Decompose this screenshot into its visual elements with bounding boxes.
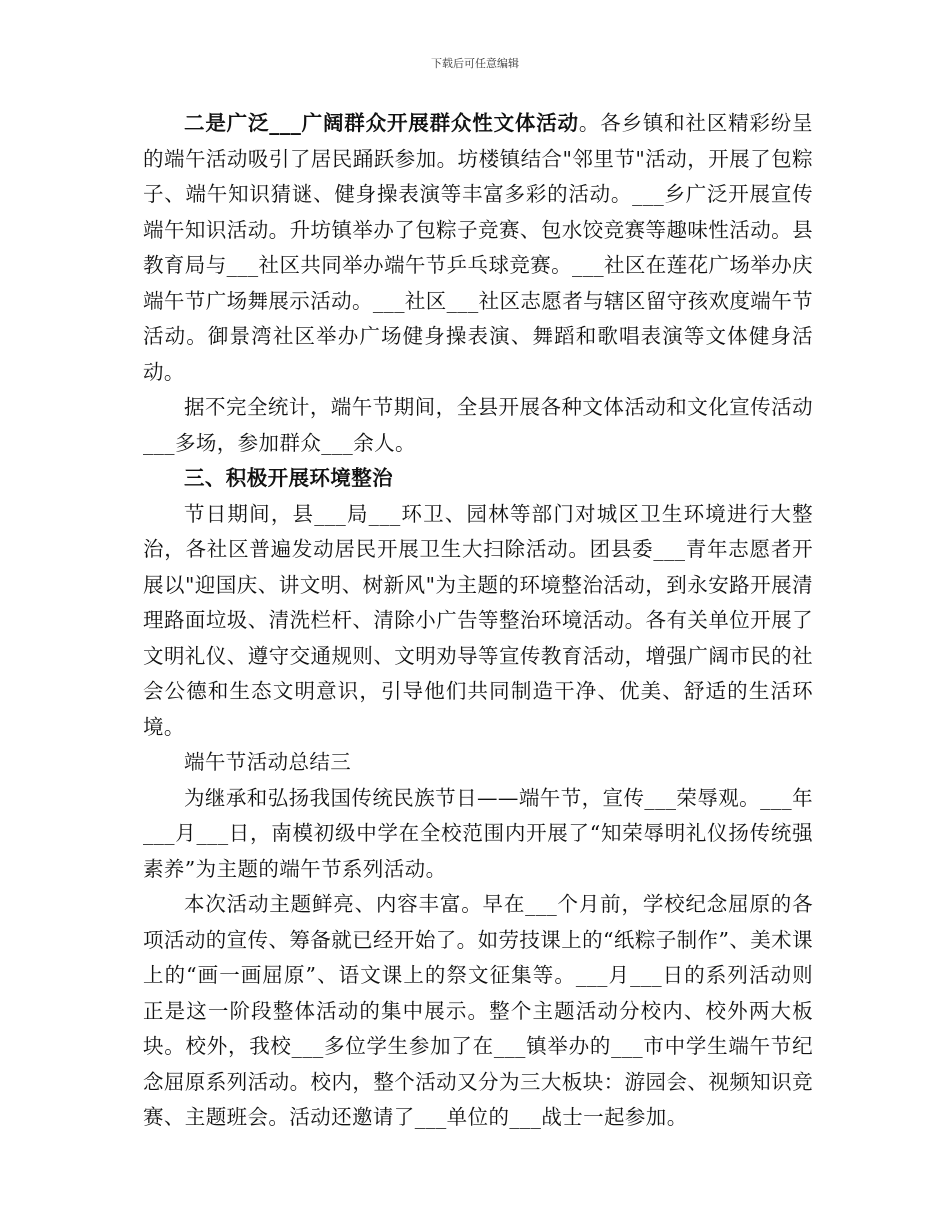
paragraph-cultural-activities	[143, 106, 813, 390]
paragraph-environment: 节日期间，县___局___环卫、园林等部门对城区卫生环境进行大整治，各社区普遍发动居民开展卫生大扫除活动。团县委___青年志愿者开展以"迎国庆、讲文明、树新风"为主题的环境整治活动，到永安路开展清理路面垃圾、清洗栏杆、清除小广告等整治环境活动。各有关单位开展了文明礼仪、遵守交通规则、文明劝导等宣传教育活动，增强广阔市民的社会公德和生态文明意识，引导他们共同制造干净、优美、舒适的生活环境。	[143, 501, 813, 739]
paragraph-statistics: 据不完全统计，端午节期间，全县开展各种文体活动和文化宣传活动___多场，参加群众___余人。	[143, 395, 813, 455]
summary-title-three: 端午节活动总结三	[184, 750, 352, 774]
paragraph-activity-details: 本次活动主题鲜亮、内容丰富。早在___个月前，学校纪念屈原的各项活动的宣传、筹备就已经开始了。如劳技课上的“纸粽子制作”、美术课上的“画一画屈原”、语文课上的祭文征集等。___月___日的系列活动则正是这一阶段整体活动的集中展示。整个主题活动分校内、校外两大板块。校外，我校___多位学生参加了在___镇举办的___市中学生端午节纪念屈原系列活动。校内，整个活动又分为三大板块：游园会、视频知识竞赛、主题班会。活动还邀请了___单位的___战士一起参加。	[143, 892, 813, 1129]
section-heading-environment: 三、积极开展环境整治	[184, 466, 393, 490]
paragraph-lead-bold: 二是广泛___广阔群众开展群众性文体活动	[184, 111, 579, 135]
document-body	[143, 106, 813, 1136]
paragraph-text: 。各乡镇和社区精彩纷呈的端午活动吸引了居民踊跃参加。坊楼镇结合"邻里节"活动，开展了包粽子、端午知识猜谜、健身操表演等丰富多彩的活动。___乡广泛开展宣传端午知识活动。升坊镇举办了包粽子竞赛、包水饺竞赛等趣味性活动。县教育局与___社区共同举办端午节乒乓球竞赛。___社区在莲花广场举办庆端午节广场舞展示活动。___社区___社区志愿者与辖区留守孩欢度端午节活动。御景湾社区举办广场健身操表演、舞蹈和歌唱表演等文体健身活动。	[143, 111, 814, 384]
page-header-note: 下载后可任意编辑	[431, 57, 519, 70]
paragraph-intro-school: 为继承和弘扬我国传统民族节日——端午节，宣传___荣辱观。___年___月___日，南模初级中学在全校范围内开展了“知荣辱明礼仪扬传统强素养”为主题的端午节系列活动。	[143, 785, 813, 881]
